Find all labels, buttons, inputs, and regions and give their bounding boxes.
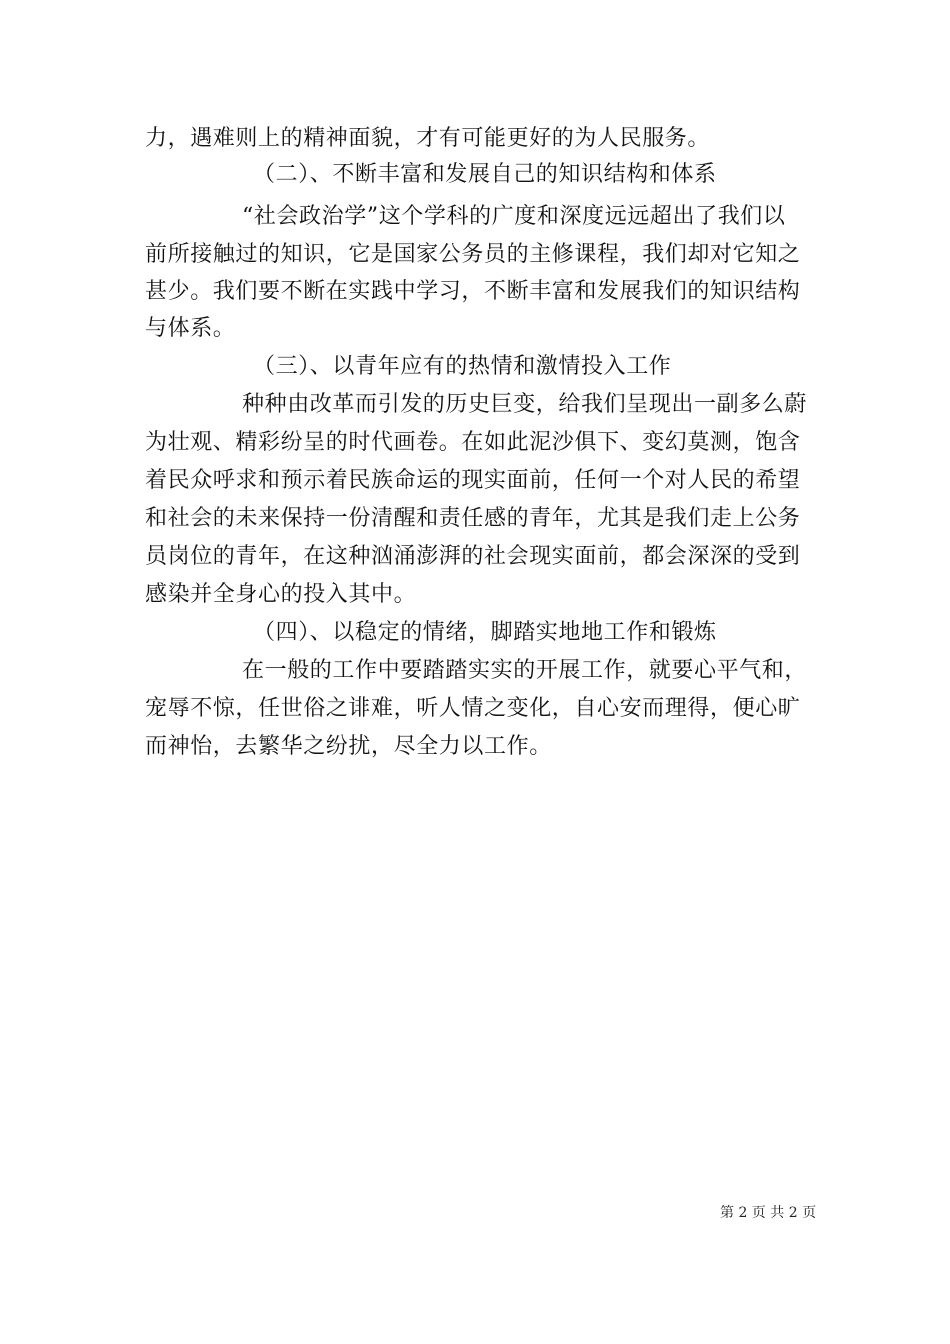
- section-heading-3: （三）、以青年应有的热情和激情投入工作: [253, 354, 672, 379]
- text-line: 着民众呼求和预示着民族命运的现实面前，任何一个对人民的希望: [145, 468, 801, 493]
- section-heading-4: （四）、以稳定的情绪，脚踏实地地工作和锻炼: [253, 620, 717, 645]
- text-line: 而神怡，去繁华之纷扰，尽全力以工作。: [145, 734, 552, 759]
- text-line: 为壮观、精彩纷呈的时代画卷。在如此泥沙俱下、变幻莫测，饱含: [145, 430, 801, 455]
- page-number: 第 2 页 共 2 页: [720, 1205, 817, 1221]
- text-line: 感染并全身心的投入其中。: [145, 582, 417, 607]
- text-line: 前所接触过的知识，它是国家公务员的主修课程，我们却对它知之: [145, 242, 801, 267]
- text-line: 与体系。: [145, 316, 236, 341]
- text-line: 甚少。我们要不断在实践中学习，不断丰富和发展我们的知识结构: [145, 279, 801, 304]
- text-line: 力，遇难则上的精神面貌，才有可能更好的为人民服务。: [145, 126, 711, 151]
- text-line: 员岗位的青年，在这种汹涌澎湃的社会现实面前，都会深深的受到: [145, 544, 801, 569]
- text-line: 和社会的未来保持一份清醒和责任感的青年，尤其是我们走上公务: [145, 506, 801, 531]
- text-line: 在一般的工作中要踏踏实实的开展工作，就要心平气和，: [242, 658, 808, 683]
- text-line: 种种由改革而引发的历史巨变，给我们呈现出一副多么蔚: [242, 392, 808, 417]
- text-line: 宠辱不惊，任世俗之诽难，听人情之变化，自心安而理得，便心旷: [145, 696, 801, 721]
- section-heading-2: （二）、不断丰富和发展自己的知识结构和体系: [253, 162, 717, 187]
- text-line: “社会政治学”这个学科的广度和深度远远超出了我们以: [242, 204, 786, 229]
